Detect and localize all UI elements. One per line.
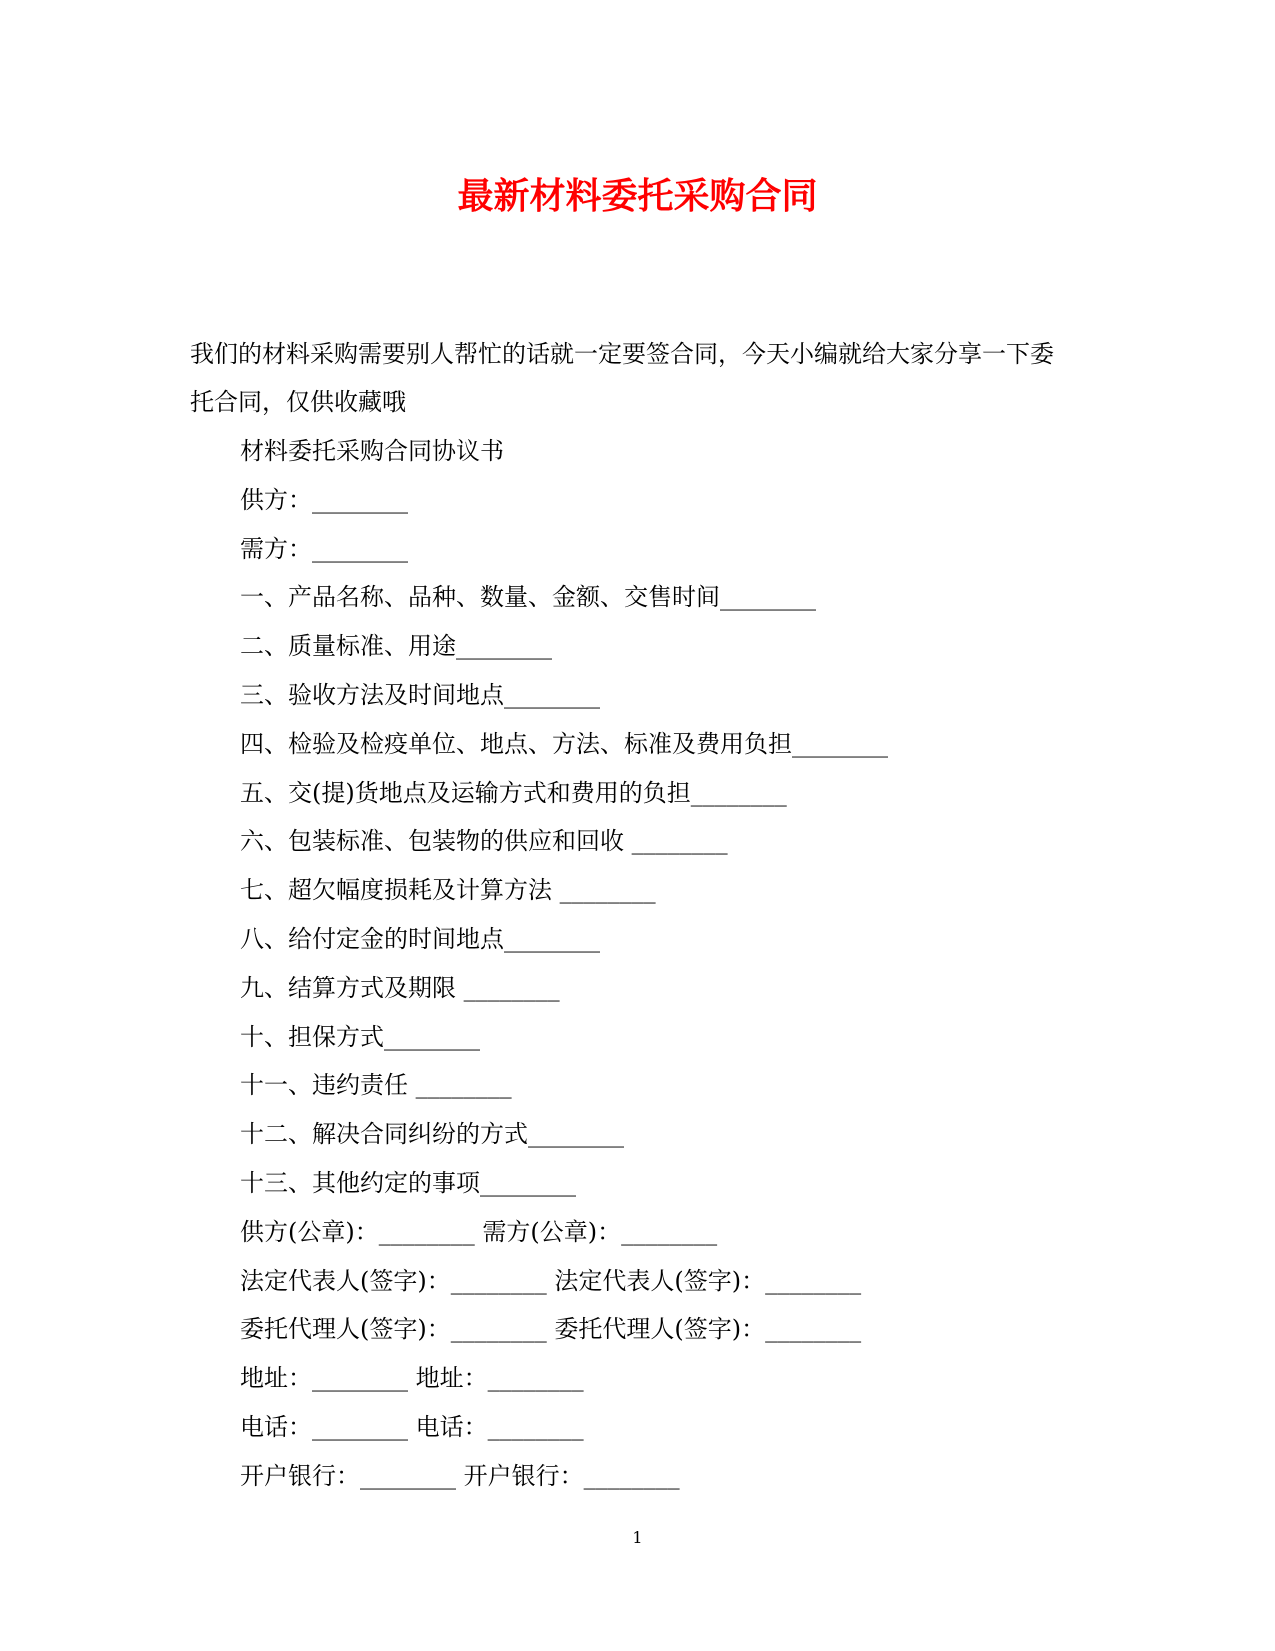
phone-line: 电话：________ 电话：________ — [240, 1412, 584, 1441]
clause-6: 六、包装标准、包装物的供应和回收 ________ — [240, 827, 728, 856]
clause-5: 五、交(提)货地点及运输方式和费用的负担________ — [240, 778, 787, 807]
clause-9: 九、结算方式及期限 ________ — [240, 973, 560, 1002]
intro-paragraph: 我们的材料采购需要别人帮忙的话就一定要签合同，今天小编就给大家分享一下委托合同，仅供收藏哦 — [190, 340, 1054, 416]
bank-line: 开户银行：________ 开户银行：________ — [240, 1461, 680, 1490]
clause-11: 十一、违约责任 ________ — [240, 1071, 512, 1100]
clause-7: 七、超欠幅度损耗及计算方法 ________ — [240, 876, 656, 905]
agent-line: 委托代理人(签字)：________ 委托代理人(签字)：________ — [240, 1315, 862, 1344]
legal-rep-line: 法定代表人(签字)：________ 法定代表人(签字)：________ — [240, 1266, 862, 1295]
agreement-heading: 材料委托采购合同协议书 — [240, 437, 504, 465]
clause-12: 十二、解决合同纠纷的方式________ — [240, 1120, 624, 1149]
contract-lines — [240, 427, 1140, 1501]
clause-13: 十三、其他约定的事项________ — [240, 1168, 576, 1197]
clause-3: 三、验收方法及时间地点________ — [240, 680, 600, 709]
clause-1: 一、产品名称、品种、数量、金额、交售时间________ — [240, 583, 816, 612]
buyer-line: 需方：________ — [240, 534, 408, 563]
document-title: 最新材料委托采购合同 — [457, 175, 818, 217]
page-number: 1 — [632, 1528, 643, 1547]
clause-4: 四、检验及检疫单位、地点、方法、标准及费用负担________ — [240, 729, 888, 758]
clause-2: 二、质量标准、用途________ — [240, 632, 552, 661]
seal-line: 供方(公章)：________ 需方(公章)：________ — [240, 1217, 718, 1246]
address-line: 地址：________ 地址：________ — [240, 1364, 584, 1393]
supplier-line: 供方：________ — [240, 485, 408, 514]
clause-8: 八、给付定金的时间地点________ — [240, 924, 600, 953]
clause-10: 十、担保方式________ — [240, 1022, 480, 1051]
